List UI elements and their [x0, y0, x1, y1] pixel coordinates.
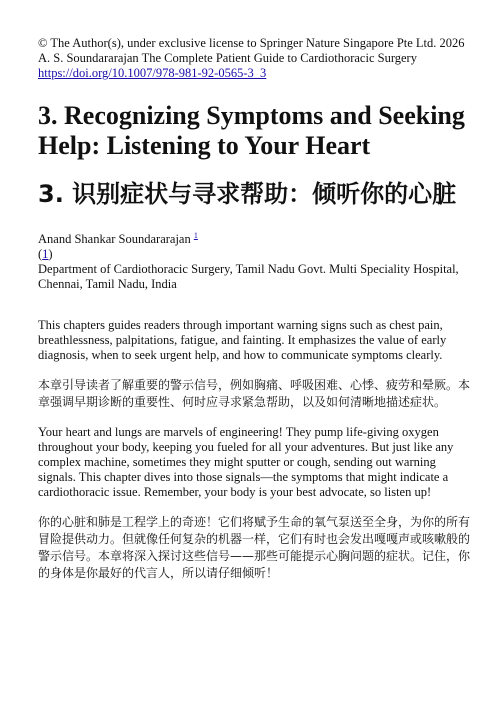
- intro-paragraph-chinese: 你的心脏和肺是工程学上的奇迹！它们将赋予生命的氧气泵送至全身，为你的所有冒险提供动力。但就像任何复杂的机器一样，它们有时也会发出嘎嘎声或咳嗽般的警示信号。本章将深入探讨这些信号——那些可能提示心胸问题的症状。记住，你的身体是你最好的代言人，所以请仔细倾听！: [38, 515, 471, 580]
- page: [38, 36, 470, 582]
- author-footnote-mark[interactable]: 1: [193, 230, 198, 240]
- chapter-title-english: 3. Recognizing Symptoms and Seeking Help: Listening to Your Heart: [38, 101, 465, 160]
- affiliation-ref-link[interactable]: 1: [42, 247, 49, 261]
- intro-paragraph-english: Your heart and lungs are marvels of engineering! They pump life-giving oxygen throughout your body, keeping you fueled for all your adventures. But just like any complex machine, sometimes they might sputter or cough, sending out warning signals. This chapter dives into those signals—the symptoms that might indicate a cardiothoracic issue. Remember, your body is your best advocate, so listen up!: [38, 425, 454, 499]
- copyright-notice: © The Author(s), under exclusive license to Springer Nature Singapore Pte Ltd. 2026: [38, 36, 465, 50]
- affiliation-ref-close: ): [48, 247, 53, 261]
- author-affiliation: Department of Cardiothoracic Surgery, Tamil Nadu Govt. Multi Speciality Hospital, Chennai, Tamil Nadu, India: [38, 262, 459, 291]
- doi-line: [38, 66, 470, 81]
- abstract-english: This chapters guides readers through important warning signs such as chest pain, breathlessness, palpitations, fatigue, and fainting. It emphasizes the value of early diagnosis, when to seek urgent help, and how to communicate symptoms clearly.: [38, 318, 447, 362]
- chapter-title-chinese: 3. 识别症状与寻求帮助：倾听你的心脏: [38, 180, 457, 208]
- book-reference: A. S. Soundararajan The Complete Patient Guide to Cardiothoracic Surgery: [38, 51, 417, 65]
- author-name: Anand Shankar Soundararajan: [38, 232, 191, 246]
- author-line: [38, 232, 470, 247]
- affiliation-ref: [38, 247, 470, 262]
- author-block: [38, 232, 470, 292]
- abstract-chinese: 本章引导读者了解重要的警示信号，例如胸痛、呼吸困难、心悸、疲劳和晕厥。本章强调早期诊断的重要性、何时应寻求紧急帮助，以及如何清晰地描述症状。: [38, 378, 471, 409]
- front-matter: [38, 36, 470, 81]
- affiliation-ref-open: (: [38, 247, 43, 261]
- doi-link[interactable]: https://doi.org/10.1007/978-981-92-0565-3_3: [38, 66, 267, 80]
